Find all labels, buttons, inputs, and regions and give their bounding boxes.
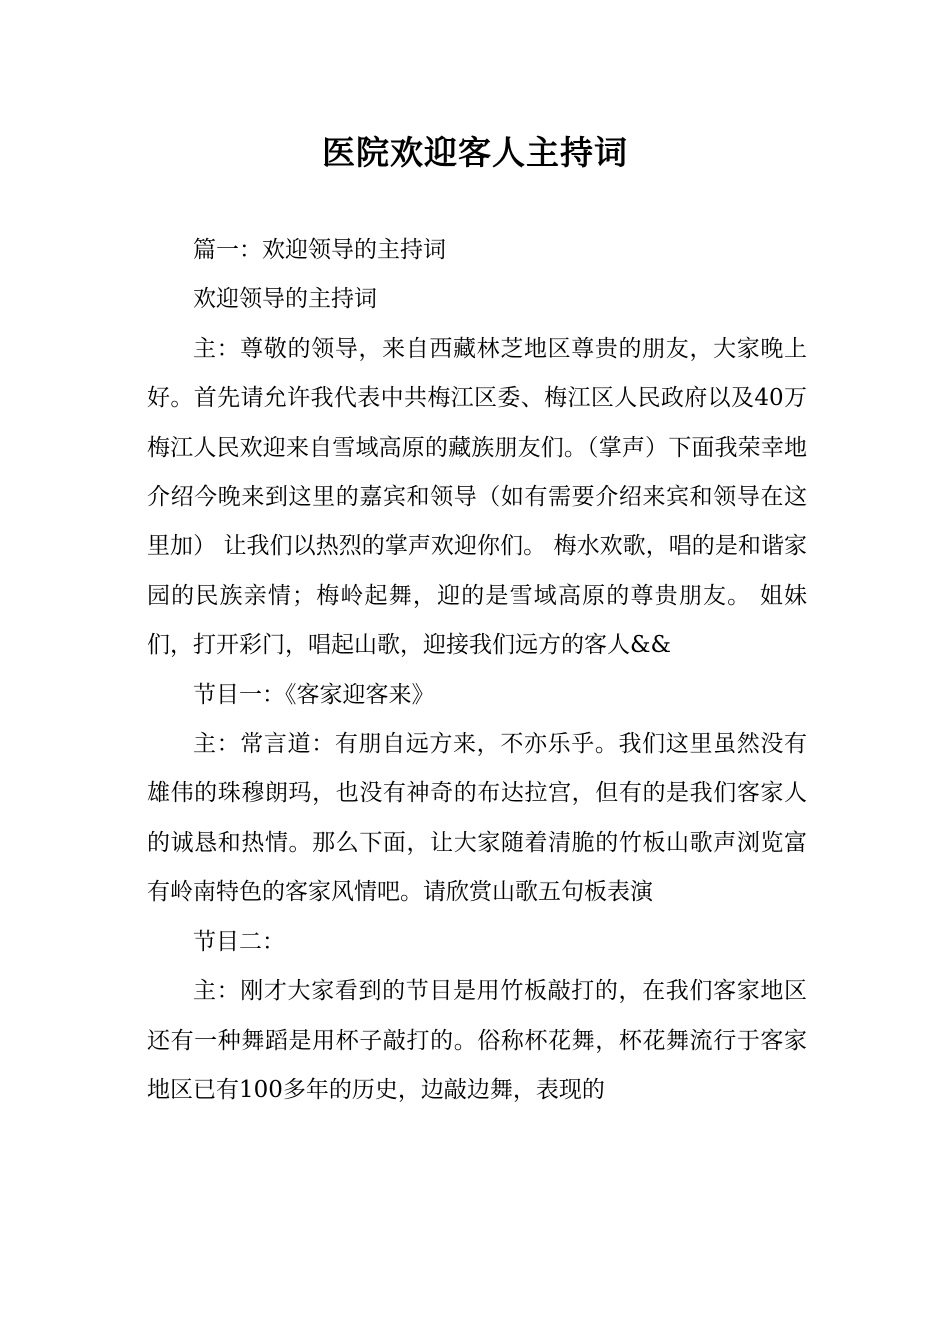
paragraph: 主：刚才大家看到的节目是用竹板敲打的，在我们客家地区还有一种舞蹈是用杯子敲打的。俗称杯花舞，杯花舞流行于客家地区已有100多年的历史，边敲边舞，表现的 (147, 978, 807, 1103)
paragraph: 主：常言道：有朋自远方来，不亦乐乎。我们这里虽然没有雄伟的珠穆朗玛，也没有神奇的布达拉宫，但有的是我们客家人的诚恳和热情。那么下面，让大家随着清脆的竹板山歌声浏览富有岭南特色的客家风情吧。请欣赏山歌五句板表演 (147, 731, 807, 906)
program-heading: 节目一：《客家迎客来》 (193, 681, 435, 708)
paragraph: 主：尊敬的领导，来自西藏林芝地区尊贵的朋友，大家晚上好。首先请允许我代表中共梅江区委、梅江区人民政府以及40万梅江人民欢迎来自雪域高原的藏族朋友们。（掌声）下面我荣幸地介绍今晚来到这里的嘉宾和领导（如有需要介绍来宾和领导在这里加） 让我们以热烈的掌声欢迎你们。 梅水欢歌，唱的是和谐家园的民族亲情；梅岭起舞，迎的是雪域高原的尊贵朋友。 姐妹们，打开彩门，唱起山歌，迎接我们远方的客人&& (147, 335, 807, 659)
document-title: 医院欢迎客人主持词 (322, 133, 628, 172)
subsection-heading: 欢迎领导的主持词 (193, 286, 377, 313)
program-heading: 节目二： (193, 928, 285, 955)
section-heading: 篇一：欢迎领导的主持词 (193, 237, 446, 263)
document-body (147, 226, 807, 1115)
